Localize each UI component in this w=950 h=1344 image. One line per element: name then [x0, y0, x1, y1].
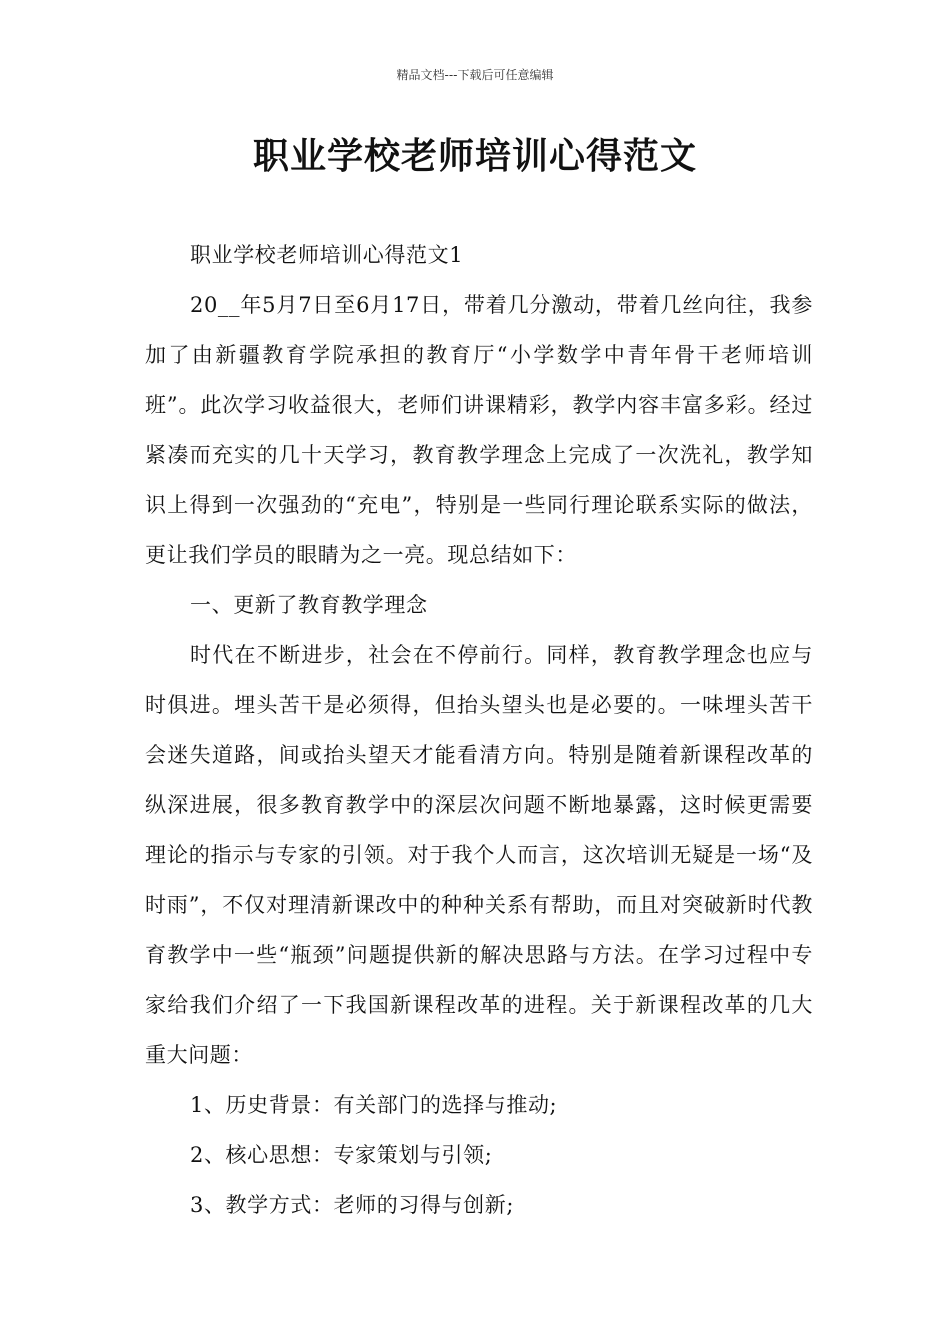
document-title: 职业学校老师培训心得范文 [252, 136, 697, 177]
document-body [145, 230, 813, 1230]
section-heading: 一、更新了教育教学理念 [190, 593, 428, 617]
section-paragraph: 时代在不断进步，社会在不停前行。同样，教育教学理念也应与时俱进。埋头苦干是必须得，但抬头望头也是必要的。一味埋头苦干会迷失道路，间或抬头望天才能看清方向。特别是随着新课程改革的纵深进展，很多教育教学中的深层次问题不断地暴露，这时候更需要理论的指示与专家的引领。对于我个人而言，这次培训无疑是一场“及时雨”，不仅对理清新课改中的种种关系有帮助，而且对突破新时代教育教学中一些“瓶颈”问题提供新的解决思路与方法。在学习过程中专家给我们介绍了一下我国新课程改革的进程。关于新课程改革的几大重大问题： [145, 643, 813, 1067]
list-item: 2、核心思想：专家策划与引领; [190, 1143, 493, 1167]
page-header: 精品文档---下载后可任意编辑 [396, 68, 554, 82]
list-item: 1、历史背景：有关部门的选择与推动; [190, 1093, 558, 1117]
intro-paragraph: 20__年5月7日至6月17日，带着几分激动，带着几丝向往，我参加了由新疆教育学院承担的教育厅“小学数学中青年骨干老师培训班”。此次学习收益很大，老师们讲课精彩，教学内容丰富多彩。经过紧凑而充实的几十天学习，教育教学理念上完成了一次洗礼，教学知识上得到一次强劲的“充电”，特别是一些同行理论联系实际的做法，更让我们学员的眼睛为之一亮。现总结如下： [145, 293, 813, 567]
article-subtitle: 职业学校老师培训心得范文1 [190, 243, 464, 267]
list-item: 3、教学方式：老师的习得与创新; [190, 1193, 515, 1217]
